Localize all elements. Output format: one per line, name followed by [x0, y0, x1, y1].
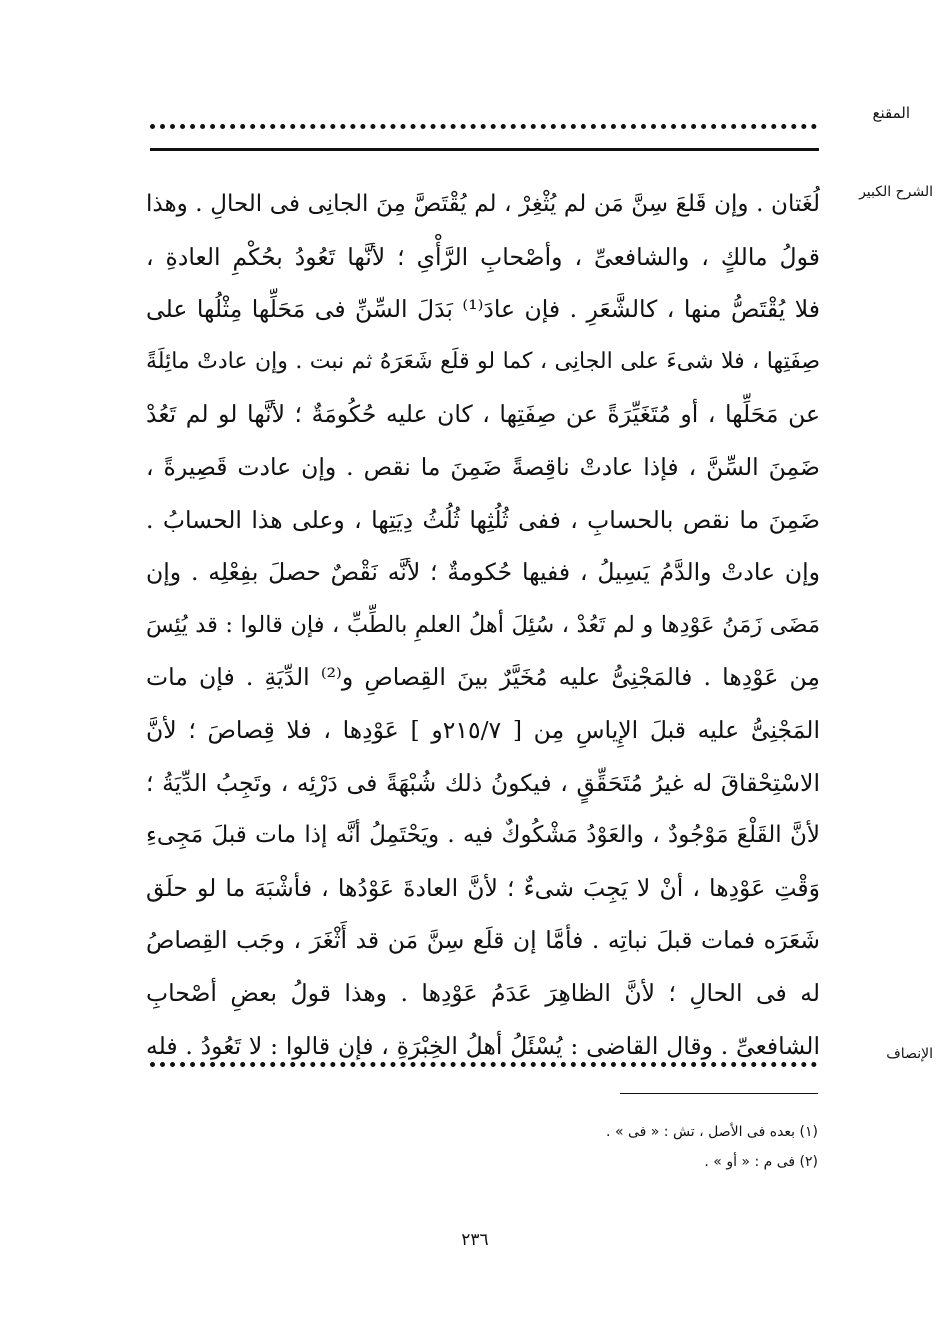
text-line: عن مَحَلِّها ، أو مُتَغَيِّرَةً عن صِفَتِها ، كان عليه حُكُومَةٌ ؛ لأنَّها لو لم تَعُدْ	[146, 400, 820, 429]
footnotes	[450, 1117, 818, 1177]
side-label-sharh: الشرح الكبير	[859, 184, 933, 200]
text-line: ضَمِنَ السِّنَّ ، فإذا عادتْ ناقِصةً ضَمِنَ ما نقص . وإن عادت قَصِيرةً ،	[146, 452, 820, 481]
text-line: وَقْتِ عَوْدِها ، أنْ لا يَجِبَ شىءٌ ؛ لأنَّ العادةَ عَوْدُها ، فأشْبَهَ ما لو حلَق	[146, 873, 820, 902]
insaf-dotted-leader	[150, 1062, 817, 1067]
header-title: المقنع	[872, 104, 910, 122]
header-dotted-leader	[150, 124, 817, 129]
text-line: المَجْنِىُّ عليه قبلَ الإِياسِ مِن [ ٢١٥/٧و ] عَوْدِها ، فلا قِصاصَ ؛ لأنَّ	[146, 715, 820, 744]
side-label-insaf: الإنصاف	[886, 1046, 933, 1062]
footnote-separator	[620, 1093, 818, 1094]
text-line: لُغَتان . وإن قَلعَ سِنَّ مَن لم يُثْغِرْ ، لم يُقْتَصَّ مِنَ الجانِى فى الحالِ . وهذا	[146, 191, 820, 217]
text-line: فلا يُقْتَصُّ منها ، كالشَّعَرِ . فإن عادَ⁽¹⁾ بَدَلَ السِّنِّ فى مَحَلِّها مِثْلُها على	[146, 295, 820, 324]
page-number: ٢٣٦	[461, 1230, 489, 1250]
text-line: قولُ مالكٍ ، والشافعىِّ ، وأصْحابِ الرَّأْىِ ؛ لأنَّها تَعُودُ بحُكْمِ العادةِ ،	[146, 242, 820, 271]
text-line: وإن عادتْ والدَّمُ يَسِيلُ ، ففيها حُكومةٌ ؛ لأنَّه نَقْصٌ حصلَ بفِعْلِه . وإن	[146, 558, 820, 587]
text-line: ضَمِنَ ما نقص بالحسابِ ، ففى ثُلُثِها ثُلُثُ دِيَتِها ، وعلى هذا الحسابُ .	[146, 505, 820, 534]
text-line: الاسْتِحْقاقَ له غيرُ مُتَحَقِّقٍ ، فيكونُ ذلك شُبْهَةً فى دَرْئِه ، وتَجِبُ الدِّيَةُ ؛	[146, 768, 820, 797]
text-line: لأنَّ القَلْعَ مَوْجُودٌ ، والعَوْدُ مَشْكُوكٌ فيه . ويَحْتَمِلُ أنَّه إذا مات قبلَ مَجِىءِ	[146, 822, 820, 849]
header-rule	[150, 148, 819, 151]
footnote: (٢) فى م : « أو » .	[704, 1154, 818, 1170]
text-line: مِن عَوْدِها . فالمَجْنِىُّ عليه مُخَيَّرٌ بينَ القِصاصِ و⁽²⁾ الدِّيَةِ . فإن مات	[146, 663, 820, 692]
text-line: الشافعىِّ . وقال القاضى : يُسْئَلُ أهلُ الخِبْرَةِ ، فإن قالوا : لا تَعُودُ . فله	[146, 1031, 820, 1060]
main-text	[146, 178, 820, 1072]
text-line: له فى الحالِ ؛ لأنَّ الظاهِرَ عَدَمُ عَوْدِها . وهذا قولُ بعضِ أصْحابِ	[146, 978, 820, 1007]
text-line: شَعَرَه فمات قبلَ نباتِه . فأمَّا إن قلَع سِنَّ مَن قد أَثْغَرَ ، وجَب القِصاصُ	[146, 926, 820, 955]
footnote: (١) بعده فى الأصل ، تش : « فى » .	[606, 1124, 818, 1140]
text-line: صِفَتِها ، فلا شىءَ على الجانِى ، كما لو قلَع شَعَرَهُ ثم نبت . وإن عادتْ مائِلَةً	[146, 348, 820, 374]
text-line: مَضَى زَمَنُ عَوْدِها و لم تَعُدْ ، سُئِلَ أهلُ العلمِ بالطِّبِّ ، فإن قالوا : قد يُئِسَ	[146, 611, 820, 638]
